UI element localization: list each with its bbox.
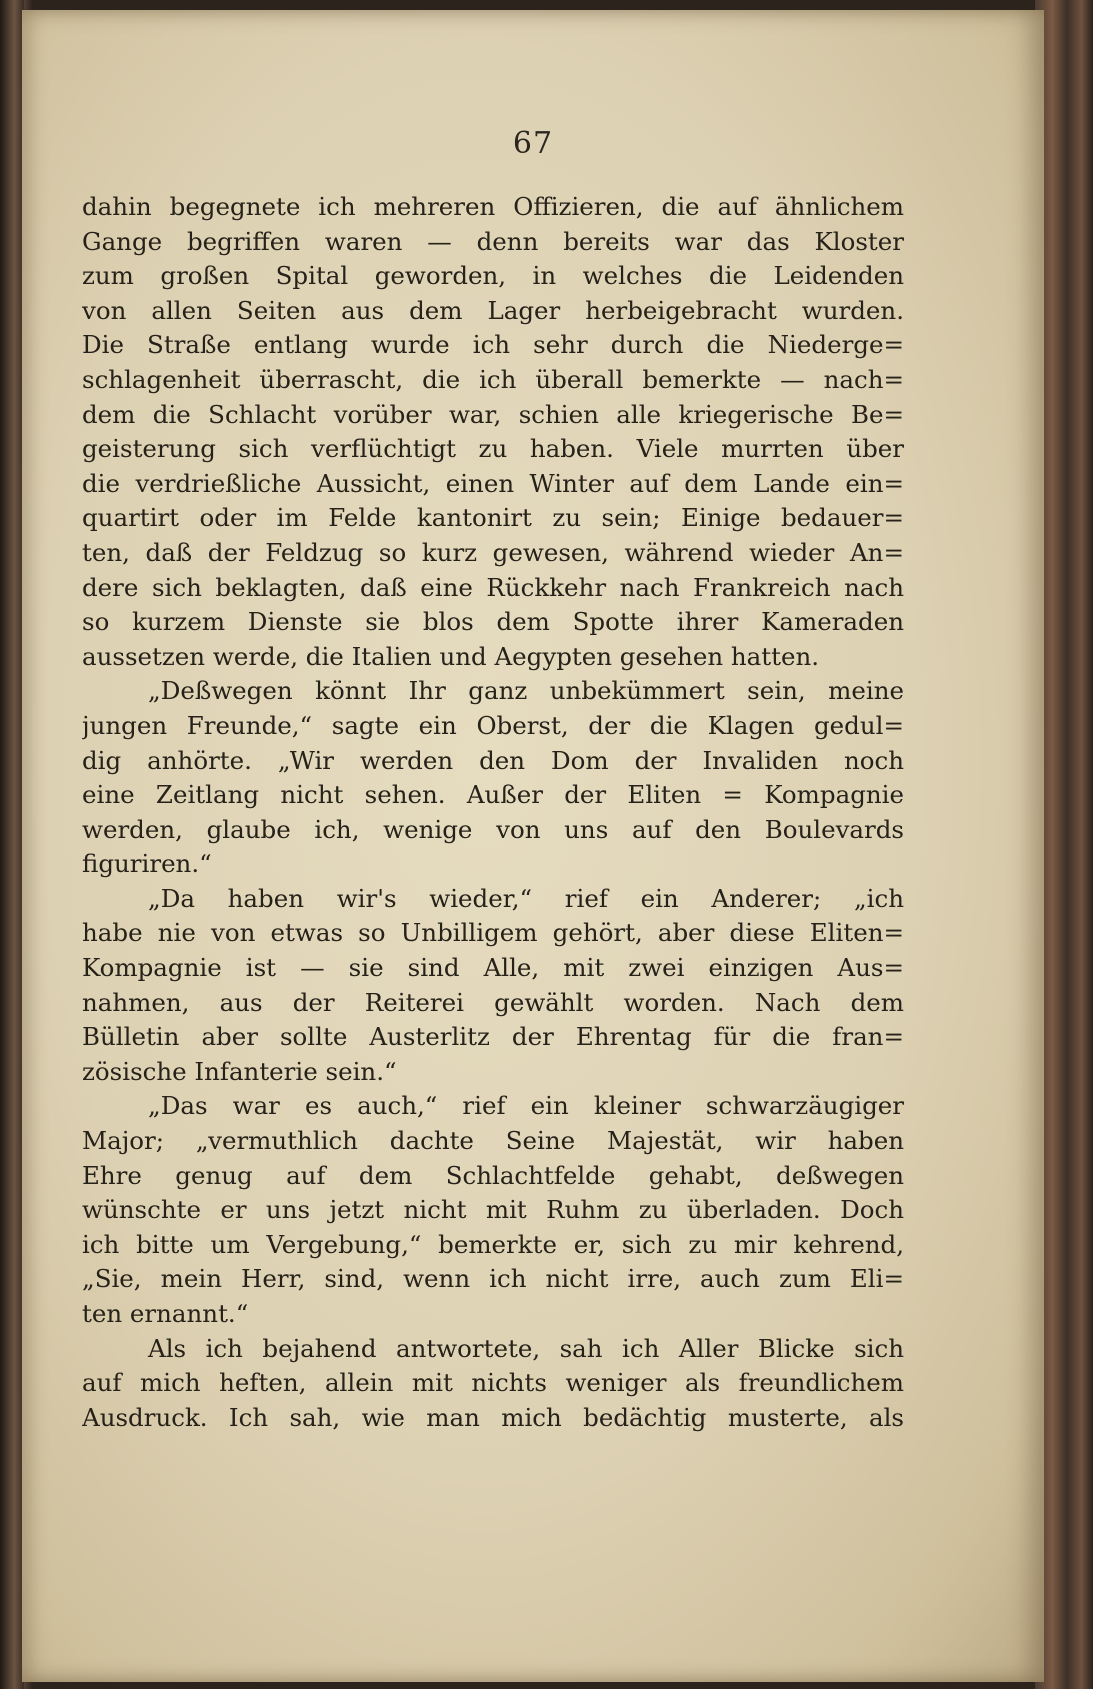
text-line: Kompagnie ist — sie sind Alle, mit zwei einzigen Aus=: [82, 953, 904, 983]
text-line: Major; „vermuthlich dachte Seine Majestät, wir haben: [82, 1126, 904, 1156]
text-line: Ehre genug auf dem Schlachtfelde gehabt, deßwegen: [82, 1160, 904, 1190]
text-line: Bülletin aber sollte Austerlitz der Ehrentag für die fran=: [82, 1022, 904, 1052]
text-line: ten ernannt.“: [82, 1299, 249, 1328]
page-number: 67: [512, 126, 554, 161]
text-line: zum großen Spital geworden, in welches die Leidenden: [82, 261, 904, 291]
text-line: ten, daß der Feldzug so kurz gewesen, während wieder An=: [82, 537, 904, 567]
text-line: Die Straße entlang wurde ich sehr durch die Niederge=: [82, 330, 904, 360]
text-line: Als ich bejahend antwortete, sah ich Aller Blicke sich: [148, 1333, 904, 1363]
text-line: zösische Infanterie sein.“: [82, 1056, 397, 1086]
text-line: werden, glaube ich, wenige von uns auf den Boulevards: [82, 814, 904, 844]
text-line: nahmen, aus der Reiterei gewählt worden. Nach dem: [82, 987, 904, 1017]
text-line: schlagenheit überrascht, die ich überall bemerkte — nach=: [82, 364, 904, 394]
text-line: habe nie von etwas so Unbilligem gehört, aber diese Eliten=: [82, 918, 904, 948]
text-line: eine Zeitlang nicht sehen. Außer der Eliten = Kompagnie: [82, 780, 904, 810]
text-line: auf mich heften, allein mit nichts weniger als freundlichem: [82, 1368, 904, 1398]
text-line: Gange begriffen waren — denn bereits war das Kloster: [82, 226, 904, 256]
text-line: jungen Freunde,“ sagte ein Oberst, der die Klagen gedul=: [82, 710, 904, 740]
text-line: dahin begegnete ich mehreren Offizieren, die auf ähnlichem: [82, 192, 904, 221]
text-line: „Das war es auch,“ rief ein kleiner schwarzäugiger: [148, 1091, 904, 1121]
text-line: ich bitte um Vergebung,“ bemerkte er, sich zu mir kehrend,: [82, 1229, 904, 1259]
text-line: dere sich beklagten, daß eine Rückkehr nach Frankreich nach: [82, 572, 904, 602]
page-body-text: [82, 190, 904, 1435]
text-line: dig anhörte. „Wir werden den Dom der Invaliden noch: [82, 745, 904, 775]
text-line: „Deßwegen könnt Ihr ganz unbekümmert sein, meine: [148, 676, 904, 706]
text-line: so kurzem Dienste sie blos dem Spotte ihrer Kameraden: [82, 607, 904, 637]
text-line: „Da haben wir's wieder,“ rief ein Anderer; „ich: [148, 883, 904, 913]
text-line: die verdrießliche Aussicht, einen Winter auf dem Lande ein=: [82, 468, 904, 498]
text-line: Ausdruck. Ich sah, wie man mich bedächtig musterte, als: [82, 1402, 904, 1432]
book-page: [22, 10, 1044, 1682]
text-line: geisterung sich verflüchtigt zu haben. Viele murrten über: [82, 434, 904, 464]
left-page-edge: [0, 0, 24, 1689]
text-line: wünschte er uns jetzt nicht mit Ruhm zu überladen. Doch: [82, 1195, 904, 1225]
text-line: dem die Schlacht vorüber war, schien alle kriegerische Be=: [82, 399, 904, 429]
text-line: figuriren.“: [82, 849, 212, 879]
text-line: „Sie, mein Herr, sind, wenn ich nicht irre, auch zum Eli=: [82, 1264, 904, 1294]
text-line: quartirt oder im Felde kantonirt zu sein; Einige bedauer=: [82, 503, 904, 533]
text-line: aussetzen werde, die Italien und Aegypten gesehen hatten.: [82, 641, 820, 671]
text-line: von allen Seiten aus dem Lager herbeigebracht wurden.: [82, 295, 904, 325]
